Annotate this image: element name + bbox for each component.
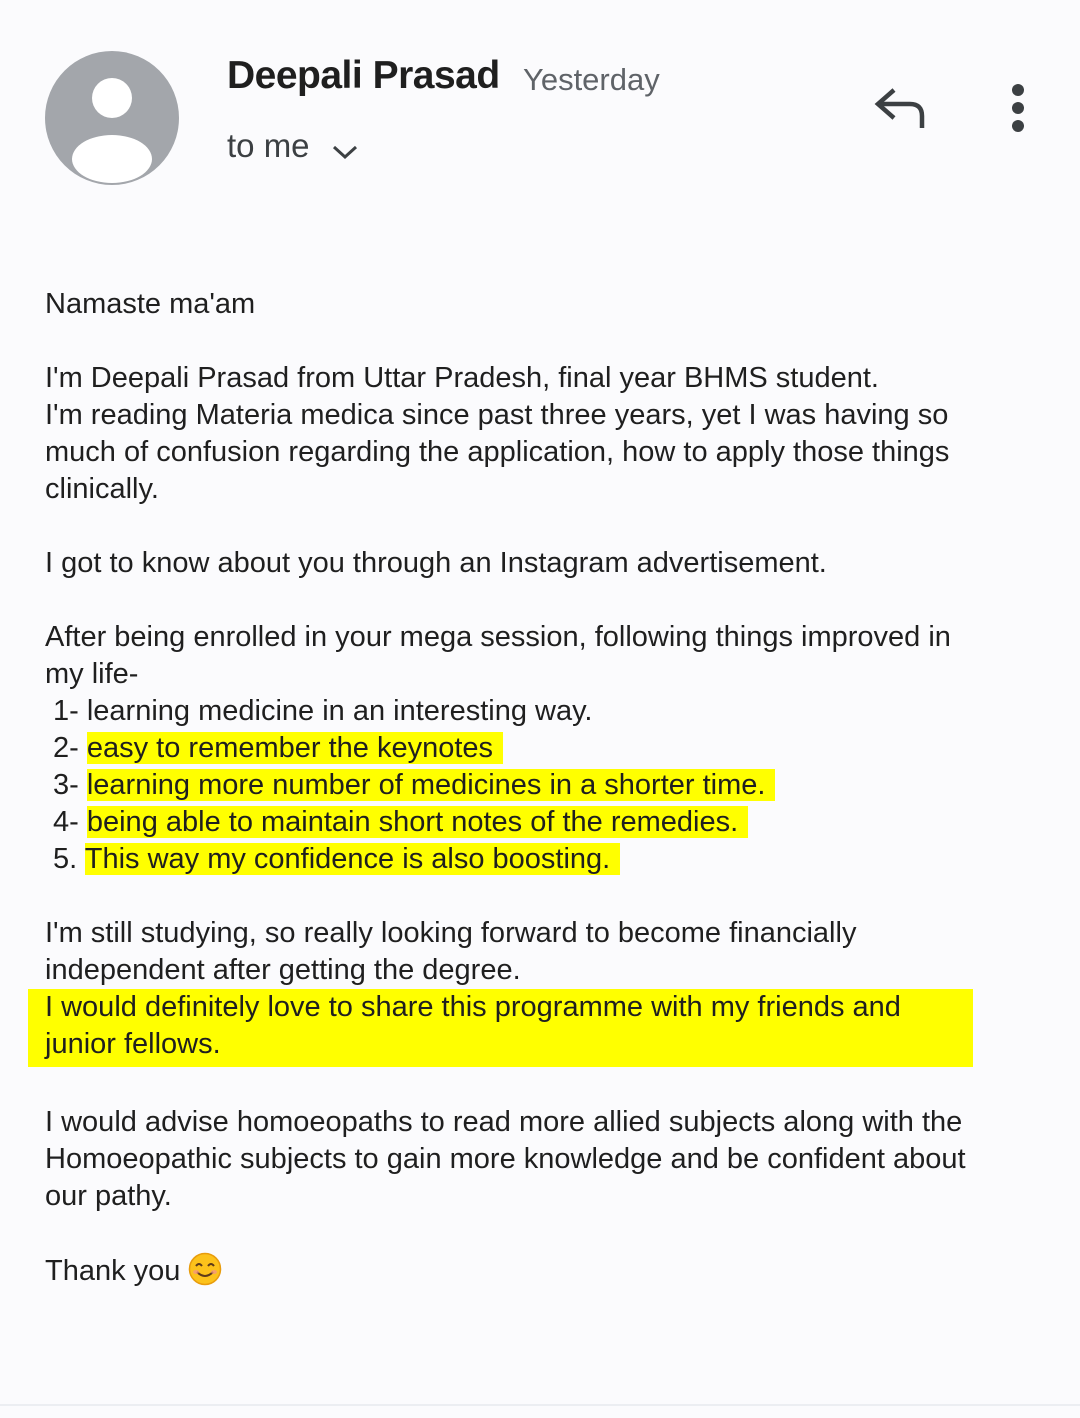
list-item: 2- easy to remember the keynotes — [45, 730, 1045, 767]
closing — [45, 1252, 1045, 1296]
email-header — [0, 0, 1080, 200]
highlighted-text: learning more number of medicines in a shorter time. — [87, 769, 776, 801]
list-item: 3- learning more number of medicines in a shorter time. — [45, 767, 1045, 804]
list-item: 1- learning medicine in an interesting way. — [53, 695, 593, 727]
discovery-paragraph: I got to know about you through an Instagram advertisement. — [45, 547, 827, 579]
closing-text: Thank you — [45, 1255, 181, 1287]
highlighted-text: I would definitely love to share this programme with my friends and junior fellows. — [28, 989, 973, 1067]
chevron-down-icon[interactable] — [332, 130, 358, 168]
recipient-toggle[interactable] — [227, 124, 358, 168]
divider — [0, 1404, 1080, 1406]
highlighted-text: being able to maintain short notes of the remedies. — [87, 806, 748, 838]
intro-paragraph: I'm Deepali Prasad from Uttar Pradesh, final year BHMS student. I'm reading Materia medica since past three years, yet I was having so much of confusion regarding the application, how to apply those things clinically. — [45, 362, 950, 505]
sender-name[interactable]: Deepali Prasad — [227, 54, 500, 97]
more-vert-icon[interactable] — [1004, 82, 1032, 136]
advice-paragraph: I would advise homoeopaths to read more allied subjects along with the Homoeopathic subjects to gain more knowledge and be confident about our pathy. — [45, 1106, 966, 1212]
reply-icon[interactable] — [872, 86, 928, 132]
email-body — [45, 286, 1045, 1333]
list-item: 4- being able to maintain short notes of the remedies. — [45, 804, 1045, 841]
improvements-paragraph: After being enrolled in your mega session, following things improved in my life- 1- learning medicine in an interesting way. 2- easy to remember the keynotes 3- learning more number of medicines in a shorter time. 4- being able to maintain short notes of the remedies. 5. This way my confidence is also boosting. — [45, 619, 1045, 878]
highlighted-text: easy to remember the keynotes — [87, 732, 503, 764]
recipient-label: to me — [227, 127, 310, 164]
message-time: Yesterday — [523, 62, 660, 97]
list-item: 5. This way my confidence is also boosting. — [45, 841, 1045, 878]
studying-paragraph: I'm still studying, so really looking forward to become financially independent after getting the degree. I would definitely love to share this programme with my friends and junior fellows. — [45, 915, 1045, 1067]
greeting: Namaste ma'am — [45, 288, 256, 320]
highlighted-text: This way my confidence is also boosting. — [85, 843, 620, 875]
person-avatar-icon[interactable] — [45, 51, 179, 185]
smiling-face-icon — [188, 1252, 222, 1296]
